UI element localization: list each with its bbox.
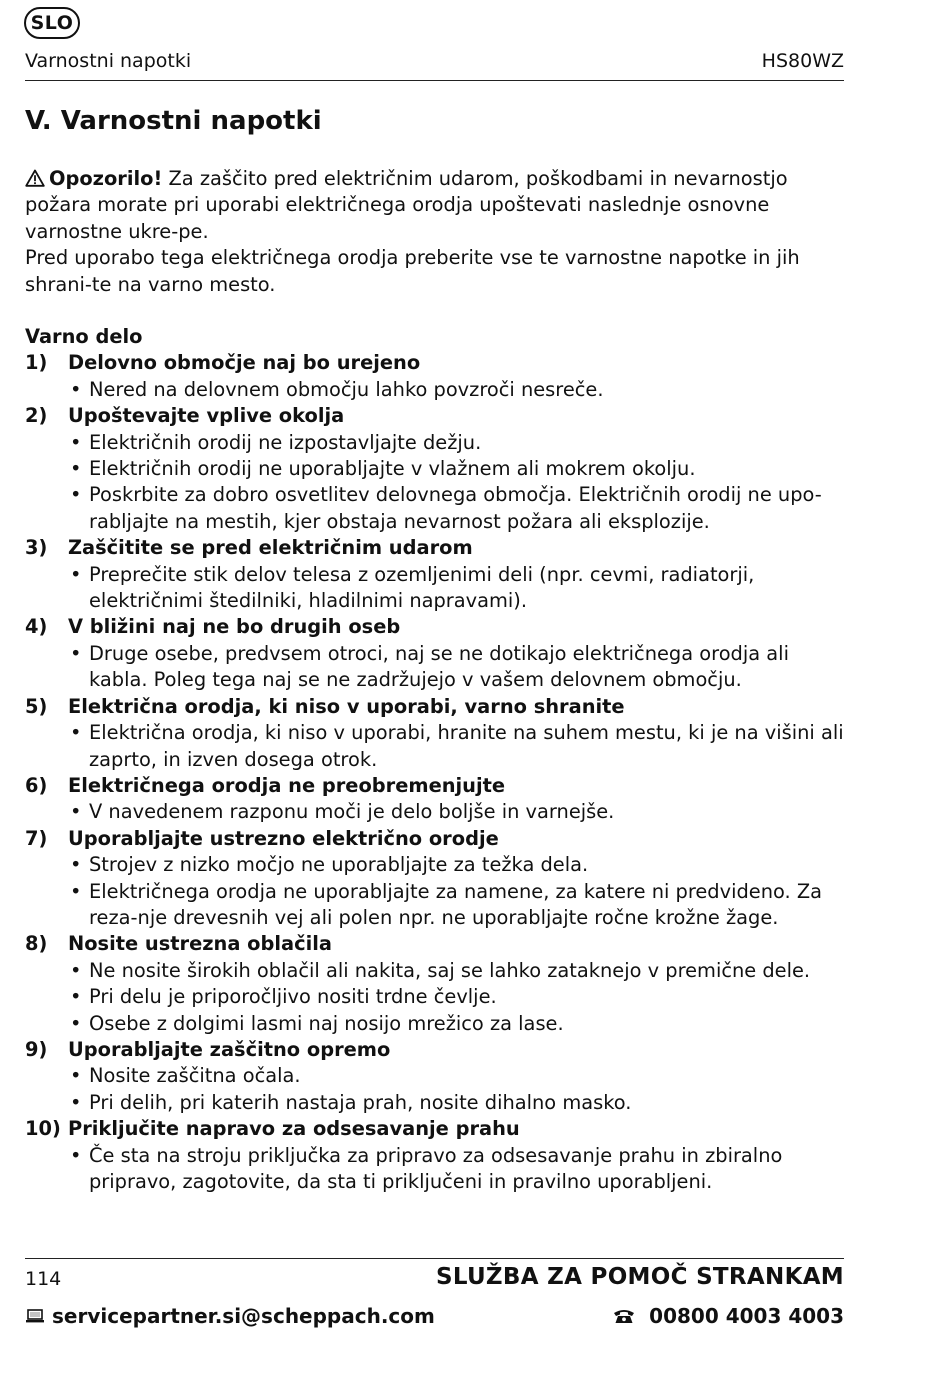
safety-item bbox=[25, 931, 844, 1037]
laptop-icon bbox=[25, 1308, 45, 1324]
service-email bbox=[25, 1304, 435, 1328]
item-number: 2) bbox=[25, 404, 48, 428]
safety-item bbox=[25, 614, 844, 693]
page-header bbox=[25, 50, 844, 81]
safety-item bbox=[25, 694, 844, 773]
item-title: Nosite ustrezna oblačila bbox=[68, 932, 332, 956]
bullet-list bbox=[25, 958, 844, 1037]
bullet-list bbox=[25, 852, 844, 931]
bullet-list bbox=[25, 720, 844, 773]
safety-item bbox=[25, 403, 844, 535]
phone-icon bbox=[613, 1308, 635, 1324]
bullet-item: • Strojev z nizko močjo ne uporabljajte za težka dela. bbox=[25, 852, 844, 878]
item-number: 1) bbox=[25, 351, 48, 375]
bullet-item: • Če sta na stroju priključka za pripravo za odsesavanje prahu in zbiralno pripravo, zagotovite, da sta ti priključeni in pravilno uporabljeni. bbox=[25, 1143, 844, 1196]
item-title: V bližini naj ne bo drugih oseb bbox=[68, 615, 401, 639]
safety-item bbox=[25, 1116, 844, 1195]
bullet-item: • Pri delu je priporočljivo nositi trdne čevlje. bbox=[25, 984, 844, 1010]
bullet-list bbox=[25, 430, 844, 536]
bullet-list bbox=[25, 1063, 844, 1116]
bullet-item: • Pri delih, pri katerih nastaja prah, nosite dihalno masko. bbox=[25, 1090, 844, 1116]
bullet-item: • Nosite zaščitna očala. bbox=[25, 1063, 844, 1089]
safe-work-section bbox=[25, 324, 844, 1195]
bullet-item: • Električnih orodij ne izpostavljajte dežju. bbox=[25, 430, 844, 456]
bullet-item: • Osebe z dolgimi lasmi naj nosijo mrežico za lase. bbox=[25, 1011, 844, 1037]
item-number: 9) bbox=[25, 1037, 48, 1061]
bullet-item: • Preprečite stik delov telesa z ozemljenimi deli (npr. cevmi, radiatorji, električnimi štedilniki, hladilnimi napravami). bbox=[25, 562, 844, 615]
safety-item bbox=[25, 826, 844, 932]
warning-text: Za zaščito pred električnim udarom, poškodbami in nevarnostjo požara morate pri uporabi električnega orodja upoštevati naslednje osnovne varnostne ukre-pe. bbox=[25, 167, 788, 243]
bullet-item: • Električnih orodij ne uporabljajte v vlažnem ali mokrem okolju. bbox=[25, 456, 844, 482]
item-number: 5) bbox=[25, 694, 48, 718]
page-number: 114 bbox=[25, 1268, 62, 1290]
bullet-list bbox=[25, 641, 844, 694]
item-number: 8) bbox=[25, 932, 48, 956]
bullet-list bbox=[25, 377, 844, 403]
warning-block bbox=[25, 166, 844, 298]
bullet-item: • Električnega orodja ne uporabljajte za namene, za katere ni predvideno. Za reza-nje drevesnih vej ali polen npr. ne uporabljajte ročne krožne žage. bbox=[25, 879, 844, 932]
safety-item bbox=[25, 1037, 844, 1116]
bullet-item: • Poskrbite za dobro osvetlitev delovnega območja. Električnih orodij ne upo-rabljajte na mestih, kjer obstaja nevarnost požara ali eksplozije. bbox=[25, 482, 844, 535]
bullet-item: • V navedenem razponu moči je delo boljše in varnejše. bbox=[25, 799, 844, 825]
warning-paragraph-2: Pred uporabo tega električnega orodja preberite vse te varnostne napotke in jih shrani-te na varno mesto. bbox=[25, 246, 800, 296]
safety-item bbox=[25, 535, 844, 614]
item-number: 6) bbox=[25, 773, 48, 797]
item-number: 4) bbox=[25, 615, 48, 639]
safety-item bbox=[25, 773, 844, 826]
phone-number[interactable]: 00800 4003 4003 bbox=[649, 1304, 844, 1328]
language-code: SLO bbox=[30, 12, 74, 34]
bullet-list bbox=[25, 562, 844, 615]
bullet-item: • Nered na delovnem območju lahko povzroči nesreče. bbox=[25, 377, 844, 403]
header-model: HS80WZ bbox=[761, 50, 844, 72]
language-badge bbox=[24, 7, 80, 39]
item-title: Uporabljajte zaščitno opremo bbox=[68, 1037, 391, 1061]
header-section-name: Varnostni napotki bbox=[25, 50, 192, 72]
item-title: Uporabljajte ustrezno električno orodje bbox=[68, 826, 499, 850]
item-number: 7) bbox=[25, 826, 48, 850]
item-title: Delovno območje naj bo urejeno bbox=[68, 351, 421, 375]
bullet-item: • Električna orodja, ki niso v uporabi, hranite na suhem mestu, ki je na višini ali zaprto, in izven dosega otrok. bbox=[25, 720, 844, 773]
warning-triangle-icon bbox=[25, 169, 45, 187]
item-title: Priključite napravo za odsesavanje prahu bbox=[68, 1117, 520, 1141]
item-title: Upoštevajte vplive okolja bbox=[68, 404, 345, 428]
footer-divider bbox=[25, 1258, 844, 1259]
page-title: V. Varnostni napotki bbox=[25, 106, 322, 136]
bullet-list bbox=[25, 1143, 844, 1196]
section-heading: Varno delo bbox=[25, 325, 143, 348]
safety-items-list bbox=[25, 350, 844, 1195]
bullet-item: • Druge osebe, predvsem otroci, naj se ne dotikajo električnega orodja ali kabla. Poleg tega naj se ne zadržujejo v vašem delovnem območju. bbox=[25, 641, 844, 694]
service-phone bbox=[613, 1304, 844, 1328]
item-title: Zaščitite se pred električnim udarom bbox=[68, 536, 473, 560]
item-number: 10) bbox=[25, 1117, 61, 1141]
warning-label: Opozorilo! bbox=[49, 167, 163, 190]
item-title: Električna orodja, ki niso v uporabi, varno shranite bbox=[68, 694, 625, 718]
bullet-list bbox=[25, 799, 844, 825]
item-title: Električnega orodja ne preobremenjujte bbox=[68, 773, 506, 797]
safety-item bbox=[25, 350, 844, 403]
email-address[interactable]: servicepartner.si@scheppach.com bbox=[52, 1304, 435, 1328]
warning-paragraph bbox=[25, 166, 844, 245]
service-title: SLUŽBA ZA POMOČ STRANKAM bbox=[435, 1264, 844, 1290]
bullet-item: • Ne nosite širokih oblačil ali nakita, saj se lahko zataknejo v premične dele. bbox=[25, 958, 844, 984]
item-number: 3) bbox=[25, 536, 48, 560]
